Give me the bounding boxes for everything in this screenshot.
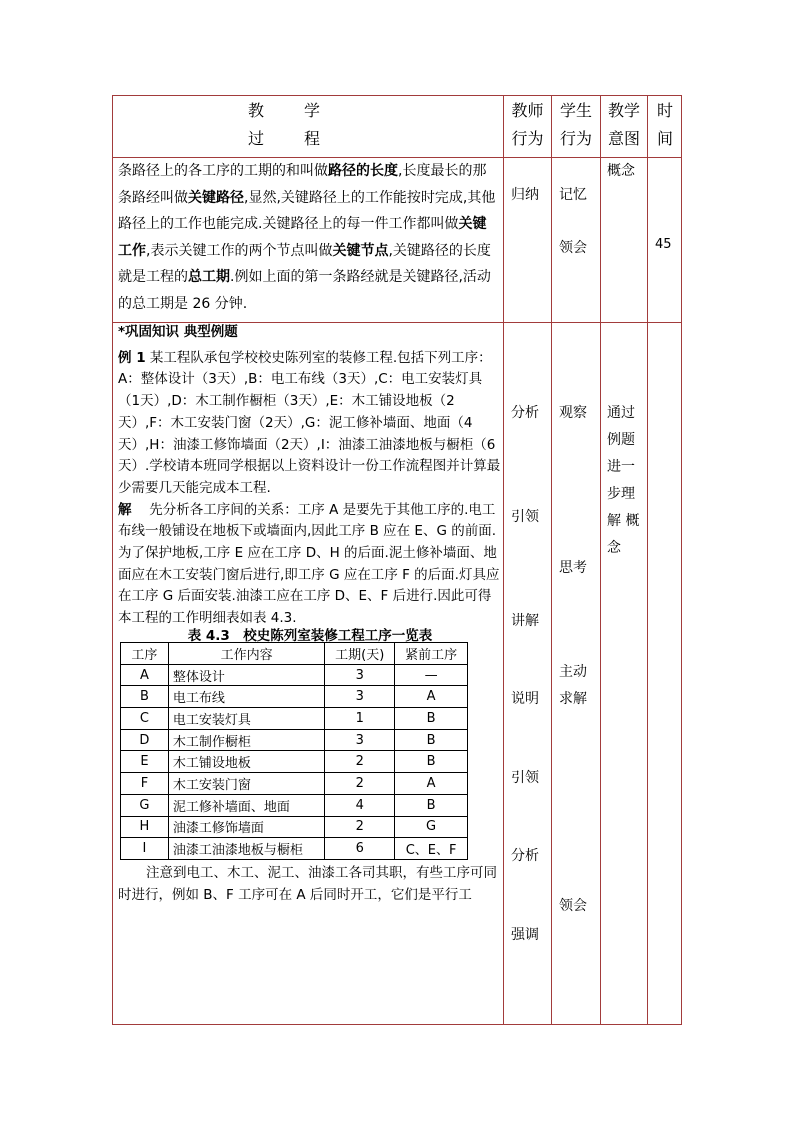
row1-student-action-1: 记忆: [559, 187, 587, 203]
th-predecessor: 紧前工序: [395, 643, 468, 665]
row2-student-action-2: 思考: [559, 560, 587, 576]
cell-predecessor: B: [395, 729, 468, 751]
cell-content: 木工制作橱柜: [168, 729, 324, 751]
term-critical-node: 关键节点: [332, 242, 389, 259]
header-process-1a: 教: [247, 101, 264, 120]
table-divider-3: [600, 95, 601, 1025]
table-header-row: [121, 643, 468, 665]
text-span: .例如上面的第一条路经就是关键路径,活动的总工期是 26 分钟.: [118, 269, 491, 312]
solution-text: 先分析各工序间的关系：工序 A 是要先于其他工序的.电工布线一般铺设在地板下或墙面内,因此工序 B 应在 E、G 的前面.为了保护地板,工序 E 应在工序 D、H 的后面.泥土修补墙面、地面应在木工安装门窗后进行,即工序 G 应在工序 F 的后面.灯具应在工序 G 后面安装.油漆工应在工序 D、E、F 后进行.因此可得本工程的工作明细表如表 4.3.: [118, 501, 500, 627]
cell-duration: 3: [325, 729, 395, 751]
table-row: [121, 838, 468, 860]
row1-student-action-2: 领会: [559, 240, 587, 256]
table-divider-2: [551, 95, 552, 1025]
cell-duration: 2: [325, 773, 395, 795]
critical-path-paragraph: [118, 158, 500, 317]
process-table: [120, 642, 468, 860]
term-total-duration: 总工期: [188, 269, 230, 285]
note-paragraph: 注意到电工、木工、泥工、油漆工各司其职，有些工序可同时进行，例如 B、F 工序可在 A 后同时开工，它们是平行工: [118, 865, 497, 903]
cell-process: G: [121, 794, 169, 816]
term-critical-work: 关键工作: [118, 216, 487, 259]
cell-content: 油漆工修饰墙面: [168, 816, 324, 838]
header-time-1: 时: [656, 101, 673, 120]
header-intent-1: 教学: [607, 101, 640, 120]
row2-student-action-1: 观察: [559, 405, 587, 421]
header-student-2: 行为: [559, 129, 592, 148]
row2-student-action-3: 主动: [559, 664, 587, 680]
table-row: [121, 686, 468, 708]
cell-content: 木工铺设地板: [168, 751, 324, 773]
row2-student-action-5: 领会: [559, 898, 587, 914]
row2-intent-3: 进一: [607, 459, 635, 475]
row2-teacher-action-3: 讲解: [511, 613, 539, 629]
cell-duration: 2: [325, 816, 395, 838]
cell-content: 电工布线: [168, 686, 324, 708]
table-border-bottom: [112, 1024, 682, 1025]
cell-duration: 3: [325, 686, 395, 708]
cell-predecessor: A: [395, 773, 468, 795]
header-process-1b: 学: [303, 101, 320, 120]
example-label: 例 1: [118, 349, 146, 366]
cell-predecessor: B: [395, 794, 468, 816]
solution-label: 解: [118, 501, 132, 518]
row2-student-action-4: 求解: [559, 691, 587, 707]
text-span: 条路径上的各工序的工期的和叫做: [118, 163, 328, 179]
row2-intent-2: 例题: [607, 432, 635, 448]
table-divider-4: [647, 95, 648, 1025]
row1-teacher-action: 归纳: [511, 187, 539, 203]
table-border-left: [112, 95, 113, 1025]
term-critical-path: 关键路径: [188, 189, 244, 206]
example-body: [118, 348, 502, 500]
cell-duration: 1: [325, 708, 395, 730]
header-time-2: 间: [656, 129, 673, 148]
cell-predecessor: —: [395, 664, 468, 686]
text-span: ,关键路径的长度就是工程的: [118, 242, 491, 285]
row2-teacher-action-1: 分析: [511, 405, 539, 421]
cell-content: 电工安装灯具: [168, 708, 324, 730]
table-row: [121, 794, 468, 816]
header-teacher-1: 教师: [511, 101, 544, 120]
cell-process: D: [121, 729, 169, 751]
cell-predecessor: A: [395, 686, 468, 708]
table-row: [121, 816, 468, 838]
cell-process: C: [121, 708, 169, 730]
row2-intent-4: 步理: [607, 486, 635, 502]
row2-teacher-action-2: 引领: [511, 509, 539, 525]
text-span: ,长度最长的那条路经叫做: [118, 163, 487, 206]
cell-duration: 2: [325, 751, 395, 773]
section-title: *巩固知识 典型例题: [118, 324, 238, 340]
example-paragraph: [118, 322, 502, 630]
text-span: ,表示关键工作的两个节点叫做: [146, 242, 333, 259]
table-row: [121, 751, 468, 773]
cell-process: E: [121, 751, 169, 773]
row2-teacher-action-6: 分析: [511, 848, 539, 864]
cell-process: B: [121, 686, 169, 708]
table-divider-1: [503, 95, 504, 1025]
table-row: [121, 708, 468, 730]
row2-teacher-action-4: 说明: [511, 691, 539, 707]
th-content: 工作内容: [168, 643, 324, 665]
header-intent-2: 意图: [607, 129, 640, 148]
table-row: [121, 664, 468, 686]
header-teacher-2: 行为: [511, 129, 544, 148]
term-path-length: 路径的长度: [328, 163, 398, 179]
cell-process: H: [121, 816, 169, 838]
row2-intent-6: 念: [607, 540, 621, 556]
row2-teacher-action-7: 强调: [511, 927, 539, 943]
cell-duration: 3: [325, 664, 395, 686]
cell-predecessor: B: [395, 708, 468, 730]
row2-teacher-action-5: 引领: [511, 770, 539, 786]
table-border-right: [681, 95, 682, 1025]
cell-predecessor: B: [395, 751, 468, 773]
cell-predecessor: G: [395, 816, 468, 838]
header-student-1: 学生: [559, 101, 592, 120]
cell-process: F: [121, 773, 169, 795]
table-row: [121, 729, 468, 751]
th-process: 工序: [121, 643, 169, 665]
header-process-2a: 过: [247, 129, 264, 148]
cell-content: 整体设计: [168, 664, 324, 686]
cell-process: I: [121, 838, 169, 860]
cell-duration: 4: [325, 794, 395, 816]
th-duration: 工期(天): [325, 643, 395, 665]
row1-time: 45: [655, 237, 672, 252]
table-caption: 表 4.3 校史陈列室装修工程工序一览表: [187, 628, 433, 644]
cell-content: 泥工修补墙面、地面: [168, 794, 324, 816]
header-process-2b: 程: [303, 129, 320, 148]
cell-content: 油漆工油漆地板与橱柜: [168, 838, 324, 860]
solution-body: [118, 500, 502, 630]
row2-intent-5: 解 概: [607, 513, 640, 529]
cell-process: A: [121, 664, 169, 686]
example-text: 某工程队承包学校校史陈列室的装修工程.包括下列工序：A：整体设计（3天）,B：电工布线（3天）,C：电工安装灯具（1天）,D：木工制作橱柜（3天）,E：木工铺设地板（2天）,F：木工安装门窗（2天）,G：泥工修补墙面、地面（4天）,H：油漆工修饰墙面（2天）,I：油漆工油漆地板与橱柜（6天）.学校请本班同学根据以上资料设计一份工作流程图并计算最少需要几天能完成本工程.: [118, 349, 501, 496]
cell-duration: 6: [325, 838, 395, 860]
row1-intent: 概念: [607, 163, 635, 179]
table-row: [121, 773, 468, 795]
text-span: ,显然,关键路径上的工作能按时完成,其他路径上的工作也能完成.关键路径上的每一件工作都叫做: [118, 189, 496, 232]
row2-intent-1: 通过: [607, 405, 635, 421]
cell-predecessor: C、E、F: [395, 838, 468, 860]
cell-content: 木工安装门窗: [168, 773, 324, 795]
